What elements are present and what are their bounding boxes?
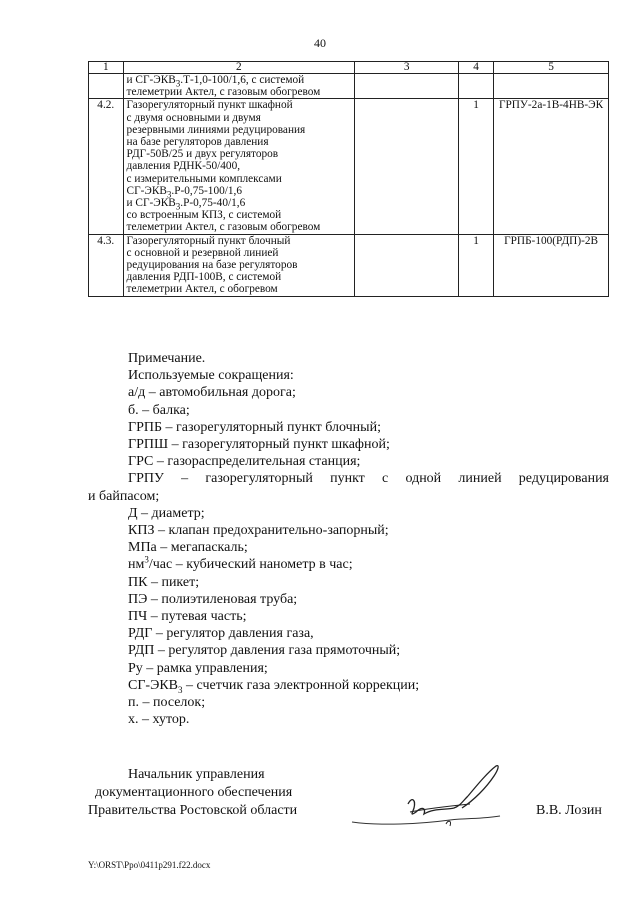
description-line: с измерительными комплексами [126, 172, 282, 185]
row-code: ГРПУ-2а-1В-4НВ-ЭК [494, 99, 609, 234]
table-row [89, 74, 609, 99]
header-col-5: 5 [494, 62, 609, 74]
description-line: с основной и резервной линией [126, 246, 279, 259]
description-line: РДГ-50В/25 и двух регуляторов [126, 148, 279, 161]
equipment-table [88, 61, 609, 297]
row-code [494, 74, 609, 99]
abbreviation-item: Ру – рамка управления; [128, 660, 268, 676]
signatory-title-line3: Правительства Ростовской области [88, 803, 298, 818]
signatory-name: В.В. Лозин [536, 803, 602, 818]
table-row [89, 99, 609, 234]
description-line: с двумя основными и двумя [126, 111, 261, 124]
abbreviation-item: ГРС – газораспределительная станция; [128, 454, 361, 470]
description-line: телеметрии Актел, с газовым обогревом [126, 86, 321, 99]
description-line: Газорегуляторный пункт блочный [126, 234, 291, 247]
abbreviation-item: РДП – регулятор давления газа прямоточный; [128, 643, 401, 659]
description-line: давления РДНК-50/400, [126, 160, 241, 173]
description-line: и $СГ-ЭКВ_3.Р-0,75-40/1,6$ [126, 197, 246, 212]
description-line: и $СГ-ЭКВ_3.Т-1,0-100/1,6$, с системой [126, 74, 305, 89]
row-description [123, 99, 355, 234]
abbreviation-item: ПЭ – полиэтиленовая труба; [128, 591, 298, 607]
description-line: давления РДП-100В, с системой [126, 271, 282, 284]
row-description [123, 234, 355, 296]
abbreviation-item: Д – диаметр; [128, 505, 205, 521]
row-quantity [459, 74, 494, 99]
abbreviation-item: КПЗ – клапан предохранительно-запорный; [128, 523, 389, 539]
handwritten-signature-icon [350, 762, 510, 834]
abbreviation-item-sg: $СГ-ЭКВ_3$ – счетчик газа электронной коррекции; [128, 677, 420, 695]
description-line: на базе регуляторов давления [126, 136, 269, 149]
table-row [89, 234, 609, 296]
abbreviation-item: а/д – автомобильная дорога; [128, 385, 296, 401]
signatory-title-line2: документационного обеспечения [95, 785, 293, 800]
abbreviation-item: б. – балка; [128, 402, 190, 418]
header-col-1: 1 [89, 62, 124, 74]
file-path-footer: Y:\ORST\Ppo\0411p291.f22.docx [88, 860, 211, 870]
row-number: 4.3. [89, 234, 124, 296]
abbreviation-item-nm: $нм^3$/час – кубический нанометр в час; [128, 554, 353, 573]
table-header-row [89, 62, 609, 74]
row-code: ГРПБ-100(РДП)-2В [494, 234, 609, 296]
abbreviation-item-grpu-cont: и байпасом; [88, 488, 160, 504]
row-col3 [355, 74, 459, 99]
abbreviation-item: п. – поселок; [128, 695, 206, 711]
row-number [89, 74, 124, 99]
abbreviation-item: РДГ – регулятор давления газа, [128, 626, 314, 642]
abbreviation-item-grpu: ГРПУ – газорегуляторный пункт с одной линией редуцирования [128, 471, 609, 487]
header-col-4: 4 [459, 62, 494, 74]
page-number: 40 [314, 36, 326, 50]
header-col-3: 3 [355, 62, 459, 74]
note-title: Примечание. [128, 351, 206, 366]
description-line: резервными линиями редуцирования [126, 123, 306, 136]
row-description [123, 74, 355, 99]
description-line: $СГ-ЭКВ_3.Р-0,75-100/1,6$ [126, 184, 243, 200]
abbreviation-item: х. – хутор. [128, 712, 190, 728]
row-col3 [355, 99, 459, 234]
abbreviation-item: ГРПШ – газорегуляторный пункт шкафной; [128, 437, 390, 453]
abbreviation-item: МПа – мегапаскаль; [128, 540, 248, 556]
header-col-2: 2 [123, 62, 355, 74]
description-line: редуцирования на базе регуляторов [126, 259, 298, 272]
abbreviation-item: ГРПБ – газорегуляторный пункт блочный; [128, 419, 381, 435]
description-line: телеметрии Актел, с газовым обогревом [126, 221, 321, 234]
description-line: со встроенным КПЗ, с системой [126, 209, 282, 222]
row-col3 [355, 234, 459, 296]
row-number: 4.2. [89, 99, 124, 234]
abbreviation-item: ПЧ – путевая часть; [128, 609, 247, 625]
row-quantity: 1 [459, 99, 494, 234]
row-quantity: 1 [459, 234, 494, 296]
abbreviation-item: ПК – пикет; [128, 574, 200, 590]
note-intro: Используемые сокращения: [128, 368, 294, 384]
signatory-title-line1: Начальник управления [128, 767, 265, 782]
abbreviations-note [88, 350, 609, 728]
description-line: Газорегуляторный пункт шкафной [126, 99, 293, 112]
description-line: телеметрии Актел, с обогревом [126, 283, 278, 296]
